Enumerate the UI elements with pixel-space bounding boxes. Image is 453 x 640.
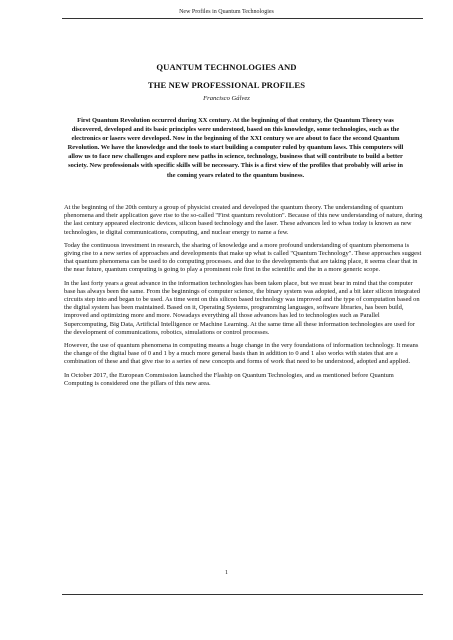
paragraph: Today the continuous investment in research, the sharing of knowledge and a more profound understanding of quantum phenomena is giving rise to a new series of approaches and developments that make up what is called "Quantum Technology". These approaches suggest that quantum phenomena can be used to do computing processes. and due to the developments that are taking place, it seems clear that in the near future, quantum computing is going to play a prominent role first in the scientific and the in a more generic scope. [64,241,422,274]
page-number: 1 [225,570,228,576]
document-title [0,58,453,94]
paragraph: At the beginning of the 20th century a group of physicist created and developed the quantum theory. The understanding of quantum phenomena and their application gave rise to the so-called "First quantum revolution". Because of this new understanding of nature, during the last century appeared electronic devices, silicon based technology and the laser. These advances led to whas today is known as new technologies, ie digital communications, computing, and nuclear energy to name a few. [64,204,423,236]
title-line-1: QUANTUM TECHNOLOGIES AND [156,62,297,72]
footer-rule [62,594,423,595]
paragraph: In the last forty years a great advance in the information technologies has been taken place, but we must bear in mind that the computer base has always been the same. From the beginnings of computer science, the binary system was adopted, and a bit later silicon integrated circuits step into and began to be used. As time went on this silicon based technology was improved and the type of computation based on the digital system has been maintained. Based on it, Operating Systems, programming languages, software libraries, has been build, improved and optimizing more and more. Nowadays everything all those advances has led to technologies such as Parallel Supercomputing, Big Data, Artificial Intelligence or Machine Learning. At the same time all these information technologies are used for the development of communications, robotics, simulations or control processes. [64,279,420,336]
paragraph: In October 2017, the European Commission launched the Flaship on Quantum Technologies, and as mentioned before Quantum Computing is considered one the pillars of this new area. [64,371,394,387]
paragraph: However, the use of quantum phenomena in computing means a huge change in the very foundations of information technology. It means the change of the digital base of 0 and 1 by a much more general basis than in addition to 0 and 1 also works with states that are a combination of these and that give rise to a series of new concepts and forms of work that need to be understood, adopted and applied. [64,342,419,366]
body-text [64,204,423,393]
abstract: First Quantum Revolution occurred during XX century. At the beginning of that century, the Quantum Theory was discovered, developed and its basic principles were understood, based on this knowledge, some technologies, such as the electronics or lasers were developed. Now in the beginning of the XXI century we are about to face the second Quantum Revolution. We have the knowledge and the tools to start building a computer ruled by quantum laws. This computers will allow us to face new challenges and explore new paths in science, technology, business that will contribute to build a better society. New professionals with specific skills will be necessary. This is a first view of the profiles that probably will arise in the coming years related to the quantum business. [67,117,404,179]
running-header: New Profiles in Quantum Technologies [179,9,274,15]
title-line-2: THE NEW PROFESSIONAL PROFILES [147,80,306,90]
author-name: Francisco Gálvez [203,95,250,102]
header-rule [62,18,423,19]
